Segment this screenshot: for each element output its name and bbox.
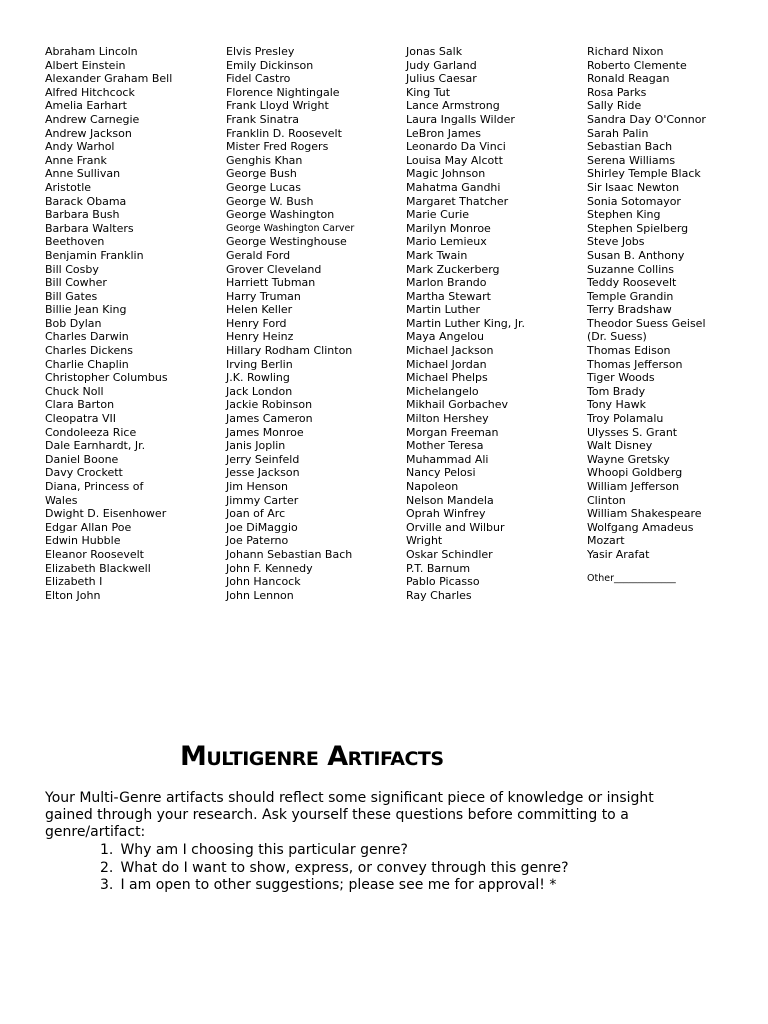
- name-item: Alfred Hitchcock: [45, 85, 135, 99]
- name-item: William Shakespeare: [587, 507, 702, 521]
- name-item: George Lucas: [226, 180, 302, 194]
- name-item: Michael Phelps: [406, 371, 488, 385]
- name-item: Joe DiMaggio: [226, 520, 298, 534]
- name-item: Fidel Castro: [226, 72, 291, 86]
- name-item: Barbara Walters: [45, 221, 134, 235]
- name-item: Temple Grandin: [587, 289, 674, 303]
- name-item: Sarah Palin: [587, 126, 649, 140]
- name-item: Bill Cosby: [45, 262, 99, 276]
- name-item: Theodor Suess Geisel: [587, 316, 706, 330]
- name-item: Leonardo Da Vinci: [406, 140, 506, 154]
- names-column-4: [587, 45, 706, 585]
- name-item: Charles Darwin: [45, 330, 129, 344]
- name-item: Martin Luther King, Jr.: [406, 316, 526, 330]
- name-item: Anne Sullivan: [45, 167, 121, 181]
- name-item: Napoleon: [406, 480, 459, 493]
- name-item: Whoopi Goldberg: [587, 466, 683, 480]
- name-item: Jackie Robinson: [226, 398, 313, 412]
- name-item: Jim Henson: [226, 480, 288, 493]
- name-item: Daniel Boone: [45, 452, 119, 466]
- name-item: Barbara Bush: [45, 208, 120, 222]
- name-item: Morgan Freeman: [406, 425, 499, 439]
- question-text: I am open to other suggestions; please see me for approval! *: [120, 877, 557, 893]
- name-item: Jerry Seinfeld: [226, 452, 300, 466]
- name-item: Serena Williams: [587, 153, 676, 167]
- name-item: Aristotle: [45, 180, 92, 194]
- name-item: Bill Cowher: [45, 276, 107, 290]
- name-item: J.K. Rowling: [226, 371, 290, 385]
- name-item: George Washington: [226, 208, 335, 222]
- name-item: Dale Earnhardt, Jr.: [45, 439, 146, 453]
- name-item: George Bush: [226, 167, 297, 181]
- name-item: Emily Dickinson: [226, 58, 314, 72]
- name-item: Janis Joplin: [226, 439, 286, 453]
- name-item: Harriett Tubman: [226, 276, 316, 290]
- name-item: Hillary Rodham Clinton: [226, 344, 353, 358]
- name-item: Christopher Columbus: [45, 371, 168, 385]
- names-column-2: [226, 45, 354, 602]
- name-item: Oprah Winfrey: [406, 507, 486, 521]
- name-item: Suzanne Collins: [587, 262, 674, 276]
- name-item: Barack Obama: [45, 194, 127, 208]
- names-column-1: [45, 45, 172, 602]
- famous-people-list: [0, 45, 768, 615]
- name-item: Genghis Khan: [226, 153, 303, 167]
- name-item: Jesse Jackson: [226, 466, 300, 480]
- name-item: Jack London: [226, 384, 293, 398]
- name-item: Tom Brady: [587, 384, 646, 398]
- name-item: Mark Twain: [406, 248, 468, 262]
- name-item: Nancy Pelosi: [406, 466, 476, 480]
- name-item: Elton John: [45, 588, 101, 602]
- name-item: Eleanor Roosevelt: [45, 547, 144, 561]
- name-item: Ulysses S. Grant: [587, 425, 678, 439]
- name-item: John F. Kennedy: [226, 561, 313, 575]
- name-item: Thomas Jefferson: [587, 357, 683, 371]
- name-item: Frank Sinatra: [226, 112, 299, 126]
- name-item: Billie Jean King: [45, 303, 127, 317]
- name-item: Stephen King: [587, 208, 661, 222]
- name-item: Florence Nightingale: [226, 85, 340, 99]
- name-item: Helen Keller: [226, 303, 293, 317]
- name-item: Orville and Wilbur: [406, 520, 505, 534]
- name-item: Anne Frank: [45, 153, 107, 167]
- name-item: Ronald Reagan: [587, 72, 670, 86]
- question-number: 3.: [100, 877, 114, 893]
- name-item: Wolfgang Amadeus: [587, 520, 694, 534]
- name-item: Sir Isaac Newton: [587, 180, 680, 194]
- name-item: Roberto Clemente: [587, 58, 687, 72]
- name-item: Edgar Allan Poe: [45, 520, 132, 534]
- name-item: Sandra Day O'Connor: [587, 112, 706, 126]
- question-item: [100, 842, 569, 860]
- name-item: LeBron James: [406, 126, 481, 140]
- name-item: (Dr. Suess): [587, 330, 647, 344]
- name-item: Magic Johnson: [406, 167, 486, 181]
- name-item: Wayne Gretsky: [587, 452, 670, 466]
- name-item: Mahatma Gandhi: [406, 180, 501, 194]
- name-item: Chuck Noll: [45, 384, 104, 398]
- name-item: Michelangelo: [406, 384, 479, 398]
- name-item: Yasir Arafat: [587, 547, 650, 561]
- name-item: Joe Paterno: [226, 534, 289, 548]
- name-item: Grover Cleveland: [226, 262, 322, 276]
- name-item: Margaret Thatcher: [406, 194, 509, 208]
- name-item: Clara Barton: [45, 398, 115, 412]
- name-item: Oskar Schindler: [406, 547, 493, 561]
- name-item: Tony Hawk: [587, 398, 646, 412]
- name-item: Mother Teresa: [406, 439, 484, 453]
- name-item: James Cameron: [226, 412, 313, 426]
- question-number: 2.: [100, 859, 114, 876]
- name-item: Louisa May Alcott: [406, 153, 503, 167]
- name-item: Susan B. Anthony: [587, 248, 685, 262]
- name-item: Muhammad Ali: [406, 452, 489, 466]
- name-item: Sally Ride: [587, 99, 642, 113]
- name-item: Elizabeth I: [45, 575, 103, 589]
- name-item: James Monroe: [226, 425, 304, 439]
- name-item: Walt Disney: [587, 439, 653, 453]
- name-item: Richard Nixon: [587, 45, 664, 58]
- name-item: Laura Ingalls Wilder: [406, 112, 515, 126]
- name-item: Frank Lloyd Wright: [226, 99, 329, 113]
- intro-paragraph: Your Multi-Genre artifacts should reflect some significant piece of knowledge or insight gained through your research. Ask yourself these questions before committing to a genre/artifact:: [45, 790, 654, 840]
- name-item: Edwin Hubble: [45, 534, 121, 548]
- name-item: Franklin D. Roosevelt: [226, 126, 342, 140]
- name-item: Elizabeth Blackwell: [45, 561, 151, 575]
- name-item: Amelia Earhart: [45, 99, 127, 113]
- name-item: Condoleeza Rice: [45, 425, 137, 439]
- name-item: Troy Polamalu: [587, 412, 664, 426]
- name-item: Michael Jackson: [406, 344, 494, 358]
- name-item: John Lennon: [226, 588, 294, 602]
- name-item: Stephen Spielberg: [587, 221, 689, 235]
- name-item: Clinton: [587, 493, 626, 507]
- name-item: Martha Stewart: [406, 289, 491, 303]
- name-item: Harry Truman: [226, 289, 301, 303]
- name-item: Julius Caesar: [406, 72, 477, 86]
- name-item: Dwight D. Eisenhower: [45, 507, 167, 521]
- name-item: Judy Garland: [406, 58, 477, 72]
- name-item: Marilyn Monroe: [406, 221, 491, 235]
- name-item: Sonia Sotomayor: [587, 194, 681, 208]
- name-item: Benjamin Franklin: [45, 248, 144, 262]
- name-item: Andy Warhol: [45, 140, 115, 154]
- name-item: Teddy Roosevelt: [587, 276, 677, 290]
- name-item: Albert Einstein: [45, 58, 126, 72]
- name-item: George Washington Carver: [226, 222, 355, 234]
- question-number: 1.: [100, 842, 114, 858]
- name-item: Terry Bradshaw: [587, 303, 672, 317]
- name-item: Shirley Temple Black: [587, 167, 701, 181]
- section-title: Multigenre Artifacts: [180, 741, 444, 772]
- name-item: Alexander Graham Bell: [45, 72, 173, 86]
- names-column-3: [406, 45, 525, 602]
- name-item: Davy Crockett: [45, 466, 123, 480]
- name-item: Charles Dickens: [45, 344, 133, 358]
- name-item: Steve Jobs: [587, 235, 645, 249]
- name-item: Gerald Ford: [226, 248, 291, 262]
- question-item: [100, 877, 569, 895]
- name-item: Mikhail Gorbachev: [406, 398, 509, 412]
- name-item: Thomas Edison: [587, 344, 671, 358]
- name-item: King Tut: [406, 85, 451, 99]
- name-item: Wales: [45, 493, 78, 507]
- name-item: Lance Armstrong: [406, 99, 500, 113]
- name-item: Marlon Brando: [406, 276, 487, 290]
- name-item: Henry Ford: [226, 316, 287, 330]
- name-item: Johann Sebastian Bach: [226, 547, 353, 561]
- name-item: Henry Heinz: [226, 330, 294, 344]
- name-item: Mario Lemieux: [406, 235, 487, 249]
- name-item: Mozart: [587, 534, 625, 548]
- name-item: Nelson Mandela: [406, 493, 494, 507]
- name-item: Bill Gates: [45, 289, 98, 303]
- name-item: Michael Jordan: [406, 357, 487, 371]
- name-item: Joan of Arc: [226, 507, 286, 521]
- name-item: Andrew Carnegie: [45, 112, 140, 126]
- name-item: Pablo Picasso: [406, 575, 480, 589]
- name-item: Sebastian Bach: [587, 140, 673, 154]
- question-item: [100, 860, 569, 878]
- name-item: Marie Curie: [406, 208, 470, 222]
- name-item: Diana, Princess of: [45, 480, 144, 493]
- name-item: Irving Berlin: [226, 357, 293, 371]
- name-item: George Westinghouse: [226, 235, 347, 249]
- name-item: Martin Luther: [406, 303, 481, 317]
- name-item: Beethoven: [45, 235, 105, 249]
- name-item: George W. Bush: [226, 194, 314, 208]
- other-blank-field: Other_____________: [587, 572, 676, 584]
- name-item: Mister Fred Rogers: [226, 140, 329, 154]
- question-list: [100, 842, 569, 895]
- name-item: William Jefferson: [587, 480, 680, 493]
- name-item: Andrew Jackson: [45, 126, 132, 140]
- name-item: Rosa Parks: [587, 85, 647, 99]
- question-text: Why am I choosing this particular genre?: [120, 842, 408, 858]
- name-item: Milton Hershey: [406, 412, 489, 426]
- name-item: Jonas Salk: [406, 45, 463, 58]
- name-item: Cleopatra VII: [45, 412, 117, 426]
- question-text: What do I want to show, express, or convey through this genre?: [120, 859, 569, 876]
- name-item: P.T. Barnum: [406, 561, 471, 575]
- name-item: Abraham Lincoln: [45, 45, 138, 58]
- name-item: Wright: [406, 534, 443, 548]
- name-item: Charlie Chaplin: [45, 357, 129, 371]
- name-item: Elvis Presley: [226, 45, 295, 58]
- name-item: Maya Angelou: [406, 330, 484, 344]
- name-item: Ray Charles: [406, 588, 472, 602]
- name-item: John Hancock: [226, 575, 301, 589]
- name-item: Bob Dylan: [45, 316, 102, 330]
- name-item: Tiger Woods: [587, 371, 655, 385]
- name-item: Jimmy Carter: [226, 493, 299, 507]
- name-item: Mark Zuckerberg: [406, 262, 500, 276]
